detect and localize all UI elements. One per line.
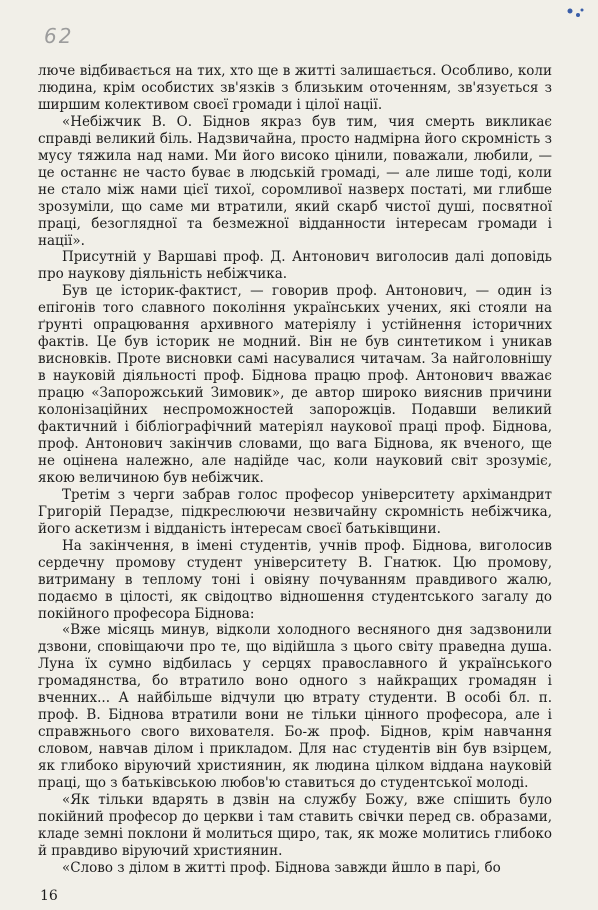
handwritten-page-mark: 62: [44, 24, 74, 48]
paragraph-9: «Слово з ділом в житті проф. Біднова завжди йшло в парі, бо: [62, 859, 501, 876]
ink-mark-icon: [564, 6, 586, 22]
paragraph-8: «Як тільки вдарять в дзвін на службу Божу, вже спішить було покійний професор до церкви і там ставить свічки перед св. образами, кладе земні поклони й молиться щиро, так, як може молитись глибоко й правдиво віруючий християнин.: [38, 791, 552, 859]
paragraph-7: «Вже місяць минув, відколи холодного весняного дня задзвонили дзвони, сповіщаючи про те, що відійшла з цього світу праведна душа. Луна їх сумно відбилась у серцях православного й українського громадянства, бо втратило воно одного з найкращих громадян і вченних... А найбільше відчули цю втрату студенти. В особі бл. п. проф. В. Біднова втратили вони не тільки цінного професора, але і справжнього свого вихователя. Бо-ж проф. Біднов, крім навчання словом, навчав ділом і прикладом. Для нас студентів він був взірцем, як глибоко віруючий християнин, як людина цілком віддана науковій праці, що з батьківською любов'ю ставиться до студентської молоді.: [38, 622, 552, 792]
paragraph-6: На закінчення, в імені студентів, учнів проф. Біднова, виголосив сердечну промову студент університету В. Гнатюк. Цю промову, витриману в теплому тоні і овіяну почуванням правдивого жалю, подаємо в цілості, як свідоцтво відношення студентського загалу до покійного професора Біднова:: [38, 537, 552, 622]
paragraph-5: Третім з черги забрав голос професор університету архімандрит Григорій Перадзе, підкреслюючи незвичайну скромність небіжчика, його аскетизм і відданість інтересам своєї батьківщини.: [38, 486, 552, 537]
paragraph-1: люче відбивається на тих, хто ще в житті залишається. Особливо, коли людина, крім особистих зв'язків з близьким оточенням, зв'язується з ширшим колективом своєї громади і цілої нації.: [38, 63, 552, 113]
article-body: [38, 63, 552, 877]
paragraph-2: «Небіжчик В. О. Біднов якраз був тим, чия смерть викликає справді великий біль. Надзвичайна, просто надмірна його скромність з мусу тяжила над нами. Ми його високо цінили, поважали, любили, — це останнє не часто буває в людській громаді, — але лише тоді, коли не стало між нами цієї тихої, соромливої назверх постаті, ми глибше зрозуміли, що саме ми втратили, який скарб чистої душі, посвятної праці, безоглядної та безмежної відданности інтересам громади і нації».: [38, 113, 552, 249]
paragraph-3: Присутній у Варшаві проф. Д. Антонович виголосив далі доповідь про наукову діяльність небіжчика.: [38, 249, 552, 283]
paragraph-4: Був це історик-фактист, — говорив проф. Антонович, — один із епігонів того славного покоління українських учених, які стояли на ґрунті опрацювання архивного матеріялу і устійнення історичних фактів. Це був історик не модний. Він не був синтетиком і уникав висновків. Проте висновки самі насувалися читачам. За найголовнішу в науковій діяльності проф. Біднова працю проф. Антонович вважає працю «Запорожський Зимовик», де автор широко вияснив причини колонізаційних неспроможностей запорожців. Подавши великий фактичний і бібліографічний матеріял наукової праці проф. Біднова, проф. Антонович закінчив словами, що вага Біднова, як вченого, ще не оцінена належно, але надійде час, коли науковий світ зрозуміє, якою величиною був небіжчик.: [38, 283, 552, 486]
page-number: 16: [40, 888, 58, 904]
